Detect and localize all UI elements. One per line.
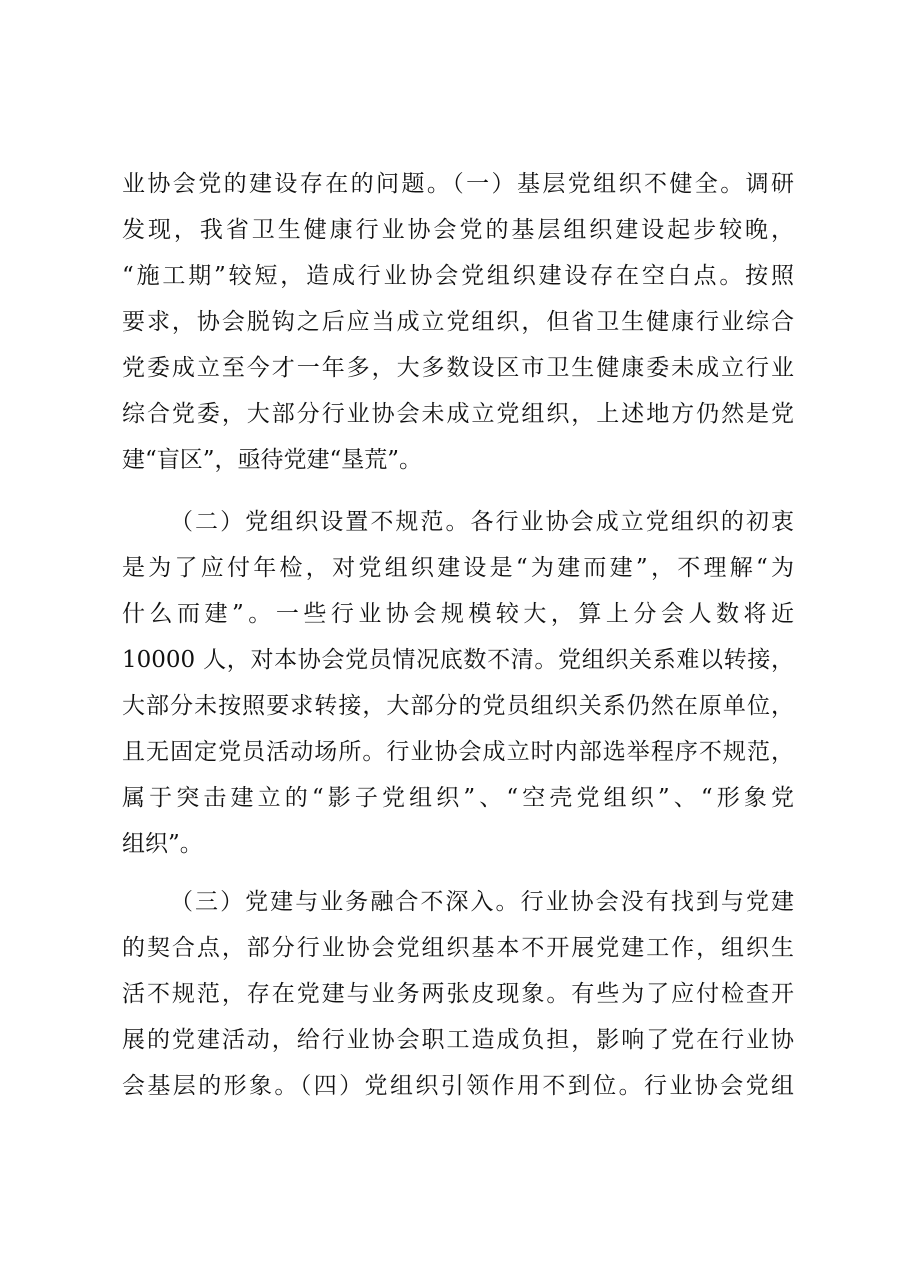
text-line: 要求，协会脱钩之后应当成立党组织，但省卫生健康行业综合 (122, 309, 794, 335)
text-line: 业协会党的建设存在的问题。（一）基层党组织不健全。调研 (122, 171, 794, 197)
text-line: 的契合点，部分行业协会党组织基本不开展党建工作，组织生 (122, 935, 794, 961)
text-line: 且无固定党员活动场所。行业协会成立时内部选举程序不规范， (122, 739, 794, 765)
text-line: 活不规范，存在党建与业务两张皮现象。有些为了应付检查开 (122, 981, 794, 1007)
text-line: 是为了应付年检，对党组织建设是“为建而建”，不理解“为 (122, 555, 794, 581)
text-line: 属于突击建立的“影子党组织”、“空壳党组织”、“形象党 (122, 785, 794, 811)
text-line: 综合党委，大部分行业协会未成立党组织，上述地方仍然是党 (122, 401, 794, 427)
text-line: 大部分未按照要求转接，大部分的党员组织关系仍然在原单位， (122, 693, 794, 719)
text-line: 10000 人，对本协会党员情况底数不清。党组织关系难以转接， (122, 647, 794, 673)
text-line: 组织”。 (122, 831, 203, 857)
text-line: （二）党组织设置不规范。各行业协会成立党组织的初衷 (170, 509, 794, 535)
text-line: 建“盲区”，亟待党建“垦荒”。 (122, 447, 423, 473)
text-line: 党委成立至今才一年多，大多数设区市卫生健康委未成立行业 (122, 355, 794, 381)
text-line: 发现，我省卫生健康行业协会党的基层组织建设起步较晚， (122, 217, 794, 243)
text-line: （三）党建与业务融合不深入。行业协会没有找到与党建 (170, 889, 794, 915)
text-line: 会基层的形象。（四）党组织引领作用不到位。行业协会党组 (122, 1073, 794, 1099)
text-line: 展的党建活动，给行业协会职工造成负担，影响了党在行业协 (122, 1027, 794, 1053)
text-line: 什么而建”。一些行业协会规模较大，算上分会人数将近 (122, 601, 794, 627)
text-line: “施工期”较短，造成行业协会党组织建设存在空白点。按照 (122, 263, 794, 289)
